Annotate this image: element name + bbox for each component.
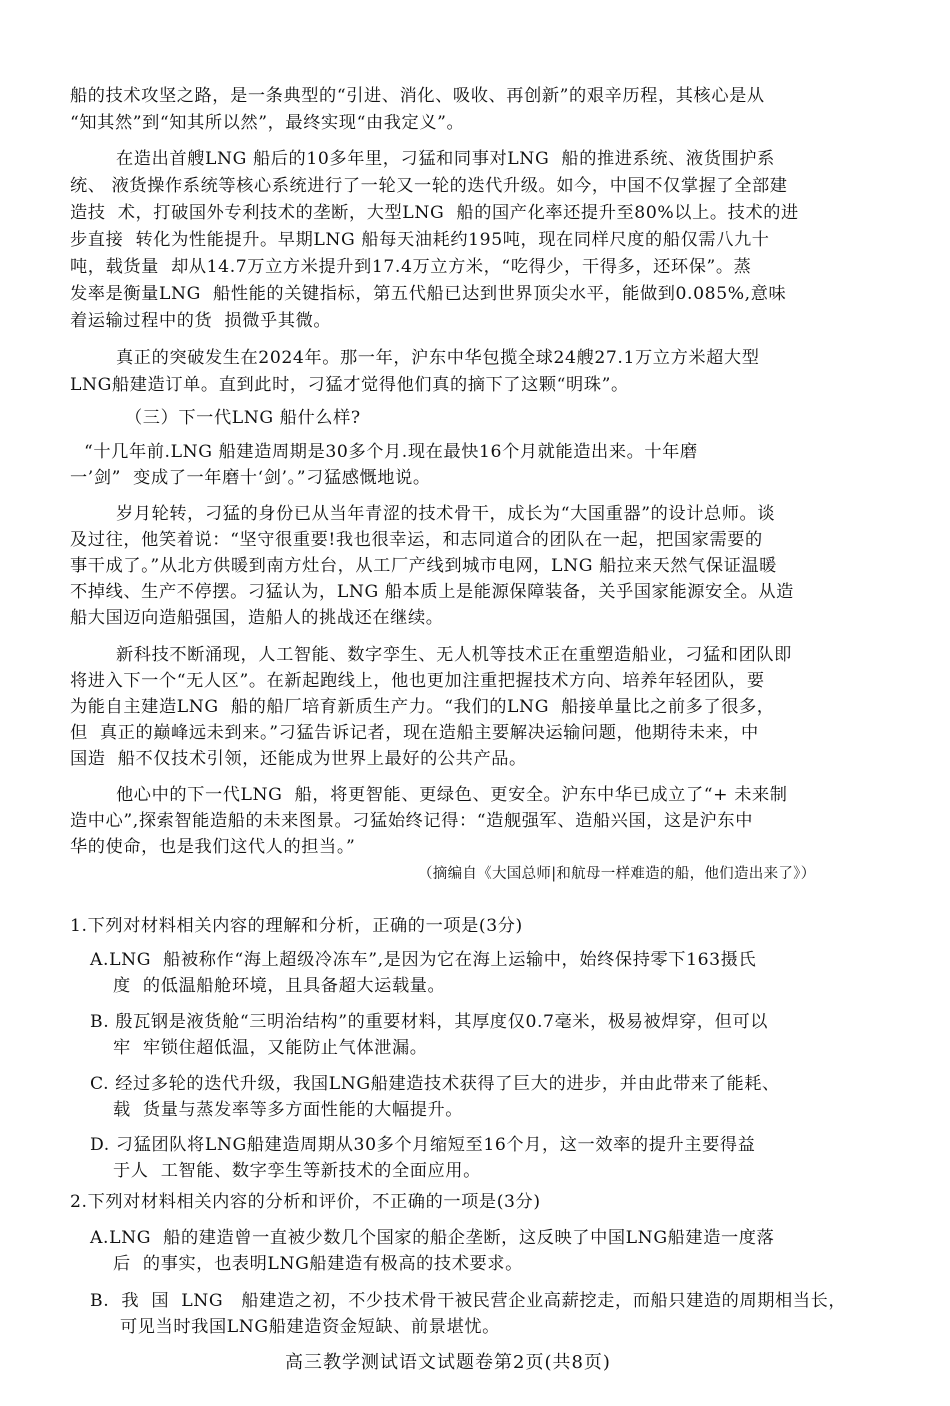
option-b-cont: 牢 牢锁住超低温，又能防止气体泄漏。 <box>113 1038 428 1058</box>
text-line: 国造 船不仅技术引领，还能成为世界上最好的公共产品。 <box>70 749 527 769</box>
text-line: 一’剑” 变成了一年磨十‘剑’。”刁猛感慨地说。 <box>70 468 431 488</box>
text-line: LNG船建造订单。直到此时，刁猛才觉得他们真的摘下了这颗“明珠”。 <box>70 375 629 395</box>
option-a-cont: 后 的事实，也表明LNG船建造有极高的技术要求。 <box>113 1254 523 1274</box>
option-a-cont: 度 的低温船舱环境，且具备超大运载量。 <box>113 976 446 996</box>
text-line: 将进入下一个“无人区”。在新起跑线上，他也更加注重把握技术方向、培养年轻团队，要 <box>70 671 765 691</box>
text-line: 发率是衡量LNG 船性能的关键指标，第五代船已达到世界顶尖水平，能做到0.085%,意味 <box>70 284 787 304</box>
text-line: 船的技术攻坚之路，是一条典型的“引进、消化、吸收、再创新”的艰辛历程，其核心是从 <box>70 86 765 106</box>
text-line: 岁月轮转，刁猛的身份已从当年青涩的技术骨干，成长为“大国重器”的设计总师。谈 <box>116 504 776 524</box>
option-a: A.LNG 船被称作“海上超级冷冻车”,是因为它在海上运输中，始终保持零下163摄氏 <box>90 950 757 970</box>
text-line: 事干成了。”从北方供暖到南方灶台，从工厂产线到城市电网，LNG 船拉来天然气保证温暖 <box>70 556 777 576</box>
text-line: 统、 液货操作系统等核心系统进行了一轮又一轮的迭代升级。如今，中国不仅掌握了全部建 <box>70 176 788 196</box>
option-c-cont: 载 货量与蒸发率等多方面性能的大幅提升。 <box>113 1100 464 1120</box>
text-line: 造中心”,探索智能造船的未来图景。刁猛始终记得：“造舰强军、造船兴国，这是沪东中 <box>70 811 753 831</box>
text-line: 新科技不断涌现，人工智能、数字孪生、无人机等技术正在重塑造船业，刁猛和团队即 <box>116 645 792 665</box>
text-line: 吨，载货量 却从14.7万立方米提升到17.4万立方米，“吃得少，干得多，还环保”。蒸 <box>70 257 752 277</box>
question-stem: 1.下列对材料相关内容的理解和分析，正确的一项是(3分) <box>70 916 523 936</box>
option-d: D. 刁猛团队将LNG船建造周期从30多个月缩短至16个月，这一效率的提升主要得益 <box>90 1135 756 1155</box>
text-line: 着运输过程中的货 损微乎其微。 <box>70 311 332 331</box>
page-footer: 高三教学测试语文试题卷第2页(共8页) <box>285 1352 611 1373</box>
text-line: 但 真正的巅峰远未到来。”刁猛告诉记者，现在造船主要解决运输问题，他期待未来，中 <box>70 723 759 743</box>
section-heading: （三）下一代LNG 船什么样? <box>125 408 361 428</box>
text-line: 他心中的下一代LNG 船，将更智能、更绿色、更安全。沪东中华已成立了“+ 未来制 <box>116 785 788 805</box>
text-line: 船大国迈向造船强国，造船人的挑战还在继续。 <box>70 608 444 628</box>
text-line: 华的使命，也是我们这代人的担当。” <box>70 837 356 857</box>
text-line: “十几年前.LNG 船建造周期是30多个月.现在最快16个月就能造出来。十年磨 <box>84 442 698 462</box>
option-b: B. 殷瓦钢是液货舱“三明治结构”的重要材料，其厚度仅0.7毫米，极易被焊穿，但可以 <box>90 1012 769 1032</box>
text-line: 在造出首艘LNG 船后的10多年里，刁猛和同事对LNG 船的推进系统、液货围护系 <box>116 149 775 169</box>
text-line: 造技 术，打破国外专利技术的垄断，大型LNG 船的国产化率还提升至80%以上。技术的进 <box>70 203 799 223</box>
text-line: 真正的突破发生在2024年。那一年，沪东中华包揽全球24艘27.1万立方米超大型 <box>116 348 760 368</box>
text-line: 为能自主建造LNG 船的船厂培育新质生产力。“我们的LNG 船接单量比之前多了很多， <box>70 697 775 717</box>
option-a: A.LNG 船的建造曾一直被少数几个国家的船企垄断，这反映了中国LNG船建造一度落 <box>90 1228 775 1248</box>
option-b-cont: 可见当时我国LNG船建造资金短缺、前景堪忧。 <box>120 1317 500 1337</box>
option-b: B. 我 国 LNG 船建造之初，不少技术骨干被民营企业高薪挖走，而船只建造的周期相当长， <box>90 1291 847 1311</box>
text-line: 步直接 转化为性能提升。早期LNG 船每天油耗约195吨，现在同样尺度的船仅需八九十 <box>70 230 770 250</box>
text-line: 不掉线、生产不停摆。刁猛认为，LNG 船本质上是能源保障装备，关乎国家能源安全。从造 <box>70 582 794 602</box>
text-line: 及过往，他笑着说：“坚守很重要!我也很幸运，和志同道合的团队在一起，把国家需要的 <box>70 530 763 550</box>
source-citation: （摘编自《大国总师|和航母一样难造的船，他们造出来了》） <box>418 866 816 882</box>
option-c: C. 经过多轮的迭代升级，我国LNG船建造技术获得了巨大的进步，并由此带来了能耗、 <box>90 1074 780 1094</box>
text-line: “知其然”到“知其所以然”，最终实现“由我定义”。 <box>70 113 465 133</box>
question-stem: 2.下列对材料相关内容的分析和评价，不正确的一项是(3分) <box>70 1192 541 1212</box>
option-d-cont: 于人 工智能、数字孪生等新技术的全面应用。 <box>113 1161 481 1181</box>
